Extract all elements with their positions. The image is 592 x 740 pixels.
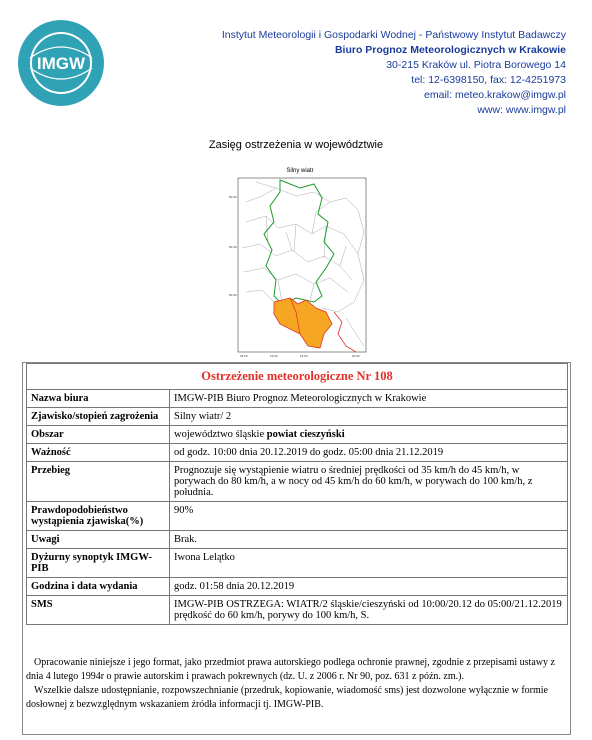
- table-row: [27, 502, 568, 531]
- y-axis-ticks: [229, 195, 237, 297]
- row-label: Obszar: [27, 426, 170, 444]
- map-title: Zasięg ostrzeżenia w województwie: [208, 139, 384, 151]
- x-tick: 20.00: [352, 354, 360, 358]
- row-label: Ważność: [27, 444, 170, 462]
- table-row: [27, 549, 568, 578]
- office-website[interactable]: www: www.imgw.pl: [477, 104, 566, 116]
- row-label: Zjawisko/stopień zagrożenia: [27, 408, 170, 426]
- table-title-row: [27, 364, 568, 390]
- redistribution-paragraph: Wszelkie dalsze udostępnianie, rozpowszechnianie (przedruk, kopiowanie, wiadomość sms) jest dozwolone wyłącznie w formie dosłownej z bezwzględnym wskazaniem źródła informacji tj. IMGW-PIB.: [26, 685, 548, 710]
- row-label: Uwagi: [27, 531, 170, 549]
- warning-title: Ostrzeżenie meteorologiczne Nr 108: [27, 364, 568, 390]
- table-row: [27, 596, 568, 625]
- row-value: 90%: [170, 502, 568, 531]
- row-value: Brak.: [170, 531, 568, 549]
- y-tick: 50.00: [229, 293, 237, 297]
- warning-map: [226, 162, 374, 360]
- warning-table: [26, 363, 568, 625]
- copyright-note: [26, 656, 556, 712]
- row-value: Iwona Lelątko: [170, 549, 568, 578]
- map-subtitle: Silny wiatr: [286, 168, 314, 174]
- office-header: [222, 28, 566, 118]
- row-label: Nazwa biura: [27, 390, 170, 408]
- table-row: [27, 426, 568, 444]
- row-value: od godz. 10:00 dnia 20.12.2019 do godz. 05:00 dnia 21.12.2019: [170, 444, 568, 462]
- table-row: [27, 444, 568, 462]
- logo-text: IMGW: [36, 54, 86, 73]
- row-label: Prawdopodobieństwo wystąpienia zjawiska(%): [27, 502, 170, 531]
- row-value: Silny wiatr/ 2: [170, 408, 568, 426]
- x-tick: 19.00: [270, 354, 278, 358]
- area-county: powiat cieszyński: [266, 429, 345, 440]
- row-value: Prognozuje się wystąpienie wiatru o średniej prędkości od 35 km/h do 45 km/h, w porywach do 80 km/h, a w nocy od 45 km/h do 60 km/h, w porywach do 100 km/h, z południa.: [170, 462, 568, 502]
- x-axis-ticks: [240, 354, 360, 358]
- table-row: [27, 408, 568, 426]
- x-tick: 19.50: [300, 354, 308, 358]
- row-value: IMGW-PIB Biuro Prognoz Meteorologicznych w Krakowie: [170, 390, 568, 408]
- office-address: 30-215 Kraków ul. Piotra Borowego 14: [386, 59, 566, 71]
- table-row: [27, 390, 568, 408]
- office-phone: tel: 12-6398150, fax: 12-4251973: [411, 74, 566, 86]
- row-label: SMS: [27, 596, 170, 625]
- row-label: Dyżurny synoptyk IMGW-PIB: [27, 549, 170, 578]
- office-name: Biuro Prognoz Meteorologicznych w Krakowie: [334, 44, 566, 56]
- row-value: [170, 426, 568, 444]
- copyright-paragraph: Opracowanie niniejsze i jego format, jako przedmiot prawa autorskiego podlega ochronie prawnej, zgodnie z przepisami ustawy z dnia 4 lutego 1994r o prawie autorskim i prawach pokrewnych (dz. U. z 2006 r. Nr 90, poz. 631 z późn. zm.).: [26, 657, 555, 682]
- y-tick: 50.60: [229, 195, 237, 199]
- office-email[interactable]: email: meteo.krakow@imgw.pl: [424, 89, 566, 101]
- row-label: Godzina i data wydania: [27, 578, 170, 596]
- institute-name: Instytut Meteorologii i Gospodarki Wodnej - Państwowy Instytut Badawczy: [221, 29, 566, 41]
- x-tick: 18.00: [240, 354, 248, 358]
- imgw-logo: [16, 18, 106, 108]
- y-tick: 50.40: [229, 245, 237, 249]
- row-label: Przebieg: [27, 462, 170, 502]
- row-value: IMGW-PIB OSTRZEGA: WIATR/2 śląskie/cieszyński od 10:00/20.12 do 05:00/21.12.2019 prędkość do 60 km/h, porywy do 100 km/h, S.: [170, 596, 568, 625]
- row-value: godz. 01:58 dnia 20.12.2019: [170, 578, 568, 596]
- area-region: województwo śląskie: [174, 429, 267, 440]
- table-row: [27, 578, 568, 596]
- table-row: [27, 531, 568, 549]
- table-row: [27, 462, 568, 502]
